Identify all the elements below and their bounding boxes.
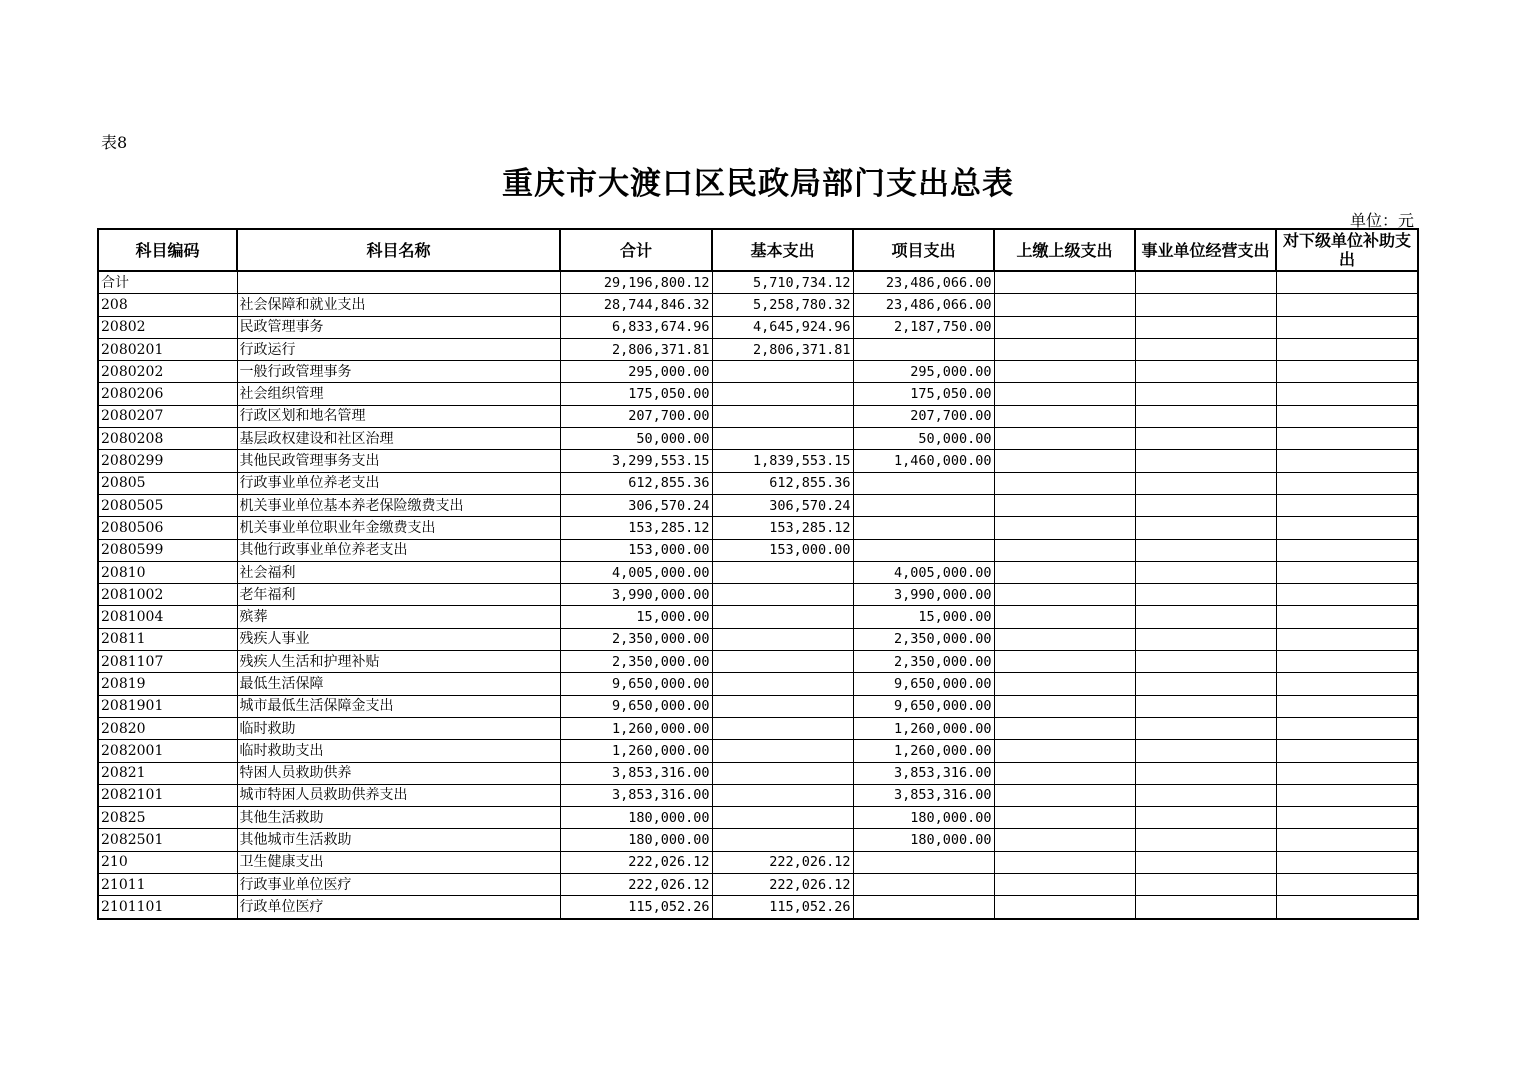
row-project: 3,990,000.00	[853, 584, 994, 606]
row-basic	[712, 383, 853, 405]
row-subsidy	[1276, 584, 1418, 606]
row-project	[853, 472, 994, 494]
row-total: 3,853,316.00	[560, 762, 712, 784]
row-project: 1,260,000.00	[853, 740, 994, 762]
table-row	[98, 294, 1418, 316]
row-name: 城市最低生活保障金支出	[237, 695, 560, 717]
row-total: 295,000.00	[560, 361, 712, 383]
row-project: 2,187,750.00	[853, 316, 994, 338]
row-subsidy	[1276, 539, 1418, 561]
row-basic: 115,052.26	[712, 896, 853, 919]
row-basic	[712, 561, 853, 583]
row-operation	[1135, 874, 1276, 896]
row-code: 20805	[98, 472, 237, 494]
row-code: 20820	[98, 717, 237, 739]
row-total: 50,000.00	[560, 428, 712, 450]
row-subsidy	[1276, 695, 1418, 717]
row-project: 3,853,316.00	[853, 784, 994, 806]
row-subsidy	[1276, 628, 1418, 650]
row-name: 社会组织管理	[237, 383, 560, 405]
row-code: 20811	[98, 628, 237, 650]
row-name	[237, 271, 560, 294]
row-subsidy	[1276, 651, 1418, 673]
row-code: 2081002	[98, 584, 237, 606]
row-name: 其他城市生活救助	[237, 829, 560, 851]
row-code: 2080208	[98, 428, 237, 450]
row-total: 3,299,553.15	[560, 450, 712, 472]
row-total: 2,350,000.00	[560, 628, 712, 650]
row-total: 222,026.12	[560, 851, 712, 873]
row-subsidy	[1276, 517, 1418, 539]
row-project: 15,000.00	[853, 606, 994, 628]
table-row	[98, 829, 1418, 851]
row-name: 其他行政事业单位养老支出	[237, 539, 560, 561]
row-code: 20810	[98, 561, 237, 583]
row-code: 20825	[98, 807, 237, 829]
row-total: 9,650,000.00	[560, 673, 712, 695]
row-code: 208	[98, 294, 237, 316]
row-basic: 153,000.00	[712, 539, 853, 561]
table-body	[98, 271, 1418, 919]
row-code: 2082501	[98, 829, 237, 851]
row-upper	[994, 316, 1135, 338]
row-operation	[1135, 784, 1276, 806]
row-basic	[712, 584, 853, 606]
table-row	[98, 784, 1418, 806]
row-name: 其他民政管理事务支出	[237, 450, 560, 472]
row-project: 180,000.00	[853, 829, 994, 851]
row-subsidy	[1276, 472, 1418, 494]
row-code: 2080506	[98, 517, 237, 539]
row-name: 其他生活救助	[237, 807, 560, 829]
row-subsidy	[1276, 673, 1418, 695]
row-operation	[1135, 762, 1276, 784]
row-total: 1,260,000.00	[560, 717, 712, 739]
row-project: 1,260,000.00	[853, 717, 994, 739]
row-basic	[712, 628, 853, 650]
row-name: 机关事业单位基本养老保险缴费支出	[237, 494, 560, 516]
row-basic	[712, 784, 853, 806]
row-upper	[994, 294, 1135, 316]
row-total: 29,196,800.12	[560, 271, 712, 294]
row-upper	[994, 517, 1135, 539]
table-row	[98, 762, 1418, 784]
row-total: 612,855.36	[560, 472, 712, 494]
row-basic	[712, 361, 853, 383]
row-subsidy	[1276, 561, 1418, 583]
column-header-basic: 基本支出	[712, 229, 853, 271]
row-operation	[1135, 740, 1276, 762]
row-subsidy	[1276, 383, 1418, 405]
row-operation	[1135, 695, 1276, 717]
column-header-subsidy: 对下级单位补助支出	[1276, 229, 1418, 271]
row-project: 23,486,066.00	[853, 271, 994, 294]
table-row	[98, 874, 1418, 896]
row-total: 153,000.00	[560, 539, 712, 561]
row-code: 合计	[98, 271, 237, 294]
table-header-row	[98, 229, 1418, 271]
row-name: 临时救助	[237, 717, 560, 739]
row-name: 行政区划和地名管理	[237, 405, 560, 427]
table-row	[98, 405, 1418, 427]
table-row	[98, 316, 1418, 338]
row-subsidy	[1276, 874, 1418, 896]
row-project: 4,005,000.00	[853, 561, 994, 583]
row-operation	[1135, 316, 1276, 338]
row-upper	[994, 651, 1135, 673]
row-project: 9,650,000.00	[853, 673, 994, 695]
row-total: 306,570.24	[560, 494, 712, 516]
row-operation	[1135, 494, 1276, 516]
row-upper	[994, 896, 1135, 919]
row-subsidy	[1276, 606, 1418, 628]
row-project	[853, 896, 994, 919]
row-basic: 2,806,371.81	[712, 338, 853, 360]
row-name: 城市特困人员救助供养支出	[237, 784, 560, 806]
row-project	[853, 338, 994, 360]
row-code: 2082001	[98, 740, 237, 762]
row-upper	[994, 472, 1135, 494]
row-project: 175,050.00	[853, 383, 994, 405]
row-basic: 4,645,924.96	[712, 316, 853, 338]
row-subsidy	[1276, 851, 1418, 873]
row-project	[853, 517, 994, 539]
table-row	[98, 584, 1418, 606]
row-upper	[994, 584, 1135, 606]
row-upper	[994, 383, 1135, 405]
row-upper	[994, 829, 1135, 851]
row-operation	[1135, 851, 1276, 873]
row-total: 28,744,846.32	[560, 294, 712, 316]
row-basic: 222,026.12	[712, 874, 853, 896]
row-project: 295,000.00	[853, 361, 994, 383]
row-code: 2081107	[98, 651, 237, 673]
row-code: 20802	[98, 316, 237, 338]
column-header-name: 科目名称	[237, 229, 560, 271]
column-header-upper: 上缴上级支出	[994, 229, 1135, 271]
row-upper	[994, 606, 1135, 628]
row-total: 180,000.00	[560, 807, 712, 829]
row-operation	[1135, 472, 1276, 494]
unit-label: 单位：元	[1349, 211, 1414, 230]
row-name: 社会保障和就业支出	[237, 294, 560, 316]
row-operation	[1135, 584, 1276, 606]
row-name: 临时救助支出	[237, 740, 560, 762]
row-name: 行政运行	[237, 338, 560, 360]
row-project	[853, 539, 994, 561]
row-upper	[994, 338, 1135, 360]
row-subsidy	[1276, 717, 1418, 739]
row-basic	[712, 740, 853, 762]
row-upper	[994, 361, 1135, 383]
row-name: 最低生活保障	[237, 673, 560, 695]
row-project: 2,350,000.00	[853, 628, 994, 650]
table-row	[98, 271, 1418, 294]
row-upper	[994, 428, 1135, 450]
row-code: 2080206	[98, 383, 237, 405]
row-total: 222,026.12	[560, 874, 712, 896]
row-upper	[994, 784, 1135, 806]
row-operation	[1135, 717, 1276, 739]
row-total: 9,650,000.00	[560, 695, 712, 717]
row-name: 殡葬	[237, 606, 560, 628]
row-project: 207,700.00	[853, 405, 994, 427]
row-code: 20821	[98, 762, 237, 784]
row-name: 民政管理事务	[237, 316, 560, 338]
row-operation	[1135, 673, 1276, 695]
row-operation	[1135, 271, 1276, 294]
row-upper	[994, 271, 1135, 294]
column-header-code: 科目编码	[98, 229, 237, 271]
row-basic	[712, 673, 853, 695]
row-upper	[994, 405, 1135, 427]
row-project: 23,486,066.00	[853, 294, 994, 316]
table-row	[98, 428, 1418, 450]
table-row	[98, 651, 1418, 673]
row-upper	[994, 717, 1135, 739]
row-basic	[712, 762, 853, 784]
row-subsidy	[1276, 405, 1418, 427]
row-total: 153,285.12	[560, 517, 712, 539]
row-upper	[994, 851, 1135, 873]
row-operation	[1135, 628, 1276, 650]
row-basic	[712, 428, 853, 450]
row-name: 行政事业单位医疗	[237, 874, 560, 896]
row-code: 21011	[98, 874, 237, 896]
row-operation	[1135, 606, 1276, 628]
table-row	[98, 807, 1418, 829]
row-name: 行政事业单位养老支出	[237, 472, 560, 494]
table-row	[98, 539, 1418, 561]
row-operation	[1135, 539, 1276, 561]
row-basic	[712, 606, 853, 628]
table-row	[98, 338, 1418, 360]
row-operation	[1135, 361, 1276, 383]
row-operation	[1135, 294, 1276, 316]
column-header-operation: 事业单位经营支出	[1135, 229, 1276, 271]
row-basic	[712, 807, 853, 829]
row-basic: 222,026.12	[712, 851, 853, 873]
row-operation	[1135, 383, 1276, 405]
row-subsidy	[1276, 784, 1418, 806]
table-row	[98, 896, 1418, 919]
row-basic	[712, 651, 853, 673]
table-row	[98, 673, 1418, 695]
row-operation	[1135, 896, 1276, 919]
row-total: 207,700.00	[560, 405, 712, 427]
row-code: 2080202	[98, 361, 237, 383]
row-subsidy	[1276, 338, 1418, 360]
row-project: 9,650,000.00	[853, 695, 994, 717]
row-operation	[1135, 561, 1276, 583]
row-operation	[1135, 450, 1276, 472]
table-row	[98, 450, 1418, 472]
row-project: 180,000.00	[853, 807, 994, 829]
row-basic: 5,258,780.32	[712, 294, 853, 316]
row-operation	[1135, 338, 1276, 360]
row-code: 2081004	[98, 606, 237, 628]
table-row	[98, 517, 1418, 539]
row-project: 1,460,000.00	[853, 450, 994, 472]
table-id: 表8	[101, 133, 128, 152]
row-basic: 153,285.12	[712, 517, 853, 539]
row-name: 残疾人生活和护理补贴	[237, 651, 560, 673]
row-subsidy	[1276, 740, 1418, 762]
row-name: 一般行政管理事务	[237, 361, 560, 383]
row-subsidy	[1276, 450, 1418, 472]
table-row	[98, 695, 1418, 717]
row-code: 2081901	[98, 695, 237, 717]
row-basic	[712, 829, 853, 851]
row-subsidy	[1276, 428, 1418, 450]
row-name: 残疾人事业	[237, 628, 560, 650]
row-operation	[1135, 807, 1276, 829]
expenditure-table	[97, 228, 1419, 920]
table-row	[98, 851, 1418, 873]
row-subsidy	[1276, 271, 1418, 294]
row-code: 2082101	[98, 784, 237, 806]
row-project: 2,350,000.00	[853, 651, 994, 673]
table-row	[98, 361, 1418, 383]
row-total: 115,052.26	[560, 896, 712, 919]
row-subsidy	[1276, 762, 1418, 784]
row-total: 2,350,000.00	[560, 651, 712, 673]
row-subsidy	[1276, 829, 1418, 851]
row-upper	[994, 494, 1135, 516]
row-name: 特困人员救助供养	[237, 762, 560, 784]
row-total: 3,853,316.00	[560, 784, 712, 806]
row-project	[853, 851, 994, 873]
row-upper	[994, 807, 1135, 829]
row-operation	[1135, 651, 1276, 673]
page-title: 重庆市大渡口区民政局部门支出总表	[502, 166, 1014, 202]
row-total: 2,806,371.81	[560, 338, 712, 360]
table-row	[98, 383, 1418, 405]
row-name: 基层政权建设和社区治理	[237, 428, 560, 450]
row-name: 行政单位医疗	[237, 896, 560, 919]
row-upper	[994, 628, 1135, 650]
column-header-total: 合计	[560, 229, 712, 271]
row-total: 175,050.00	[560, 383, 712, 405]
row-basic: 5,710,734.12	[712, 271, 853, 294]
row-upper	[994, 762, 1135, 784]
row-upper	[994, 450, 1135, 472]
row-code: 2080299	[98, 450, 237, 472]
row-subsidy	[1276, 807, 1418, 829]
row-code: 210	[98, 851, 237, 873]
row-project: 3,853,316.00	[853, 762, 994, 784]
row-operation	[1135, 829, 1276, 851]
row-basic: 612,855.36	[712, 472, 853, 494]
row-project	[853, 494, 994, 516]
table-row	[98, 561, 1418, 583]
row-upper	[994, 673, 1135, 695]
table-row	[98, 472, 1418, 494]
row-code: 2080599	[98, 539, 237, 561]
row-name: 机关事业单位职业年金缴费支出	[237, 517, 560, 539]
row-basic	[712, 405, 853, 427]
table-row	[98, 717, 1418, 739]
row-total: 15,000.00	[560, 606, 712, 628]
row-upper	[994, 874, 1135, 896]
row-upper	[994, 740, 1135, 762]
row-total: 1,260,000.00	[560, 740, 712, 762]
column-header-project: 项目支出	[853, 229, 994, 271]
row-upper	[994, 539, 1135, 561]
row-total: 4,005,000.00	[560, 561, 712, 583]
row-total: 180,000.00	[560, 829, 712, 851]
table-row	[98, 740, 1418, 762]
row-subsidy	[1276, 896, 1418, 919]
row-upper	[994, 695, 1135, 717]
row-basic: 306,570.24	[712, 494, 853, 516]
row-basic	[712, 717, 853, 739]
row-total: 3,990,000.00	[560, 584, 712, 606]
row-subsidy	[1276, 361, 1418, 383]
row-code: 2101101	[98, 896, 237, 919]
row-subsidy	[1276, 316, 1418, 338]
row-code: 2080201	[98, 338, 237, 360]
row-total: 6,833,674.96	[560, 316, 712, 338]
row-code: 20819	[98, 673, 237, 695]
row-subsidy	[1276, 494, 1418, 516]
row-basic	[712, 695, 853, 717]
row-name: 老年福利	[237, 584, 560, 606]
row-upper	[994, 561, 1135, 583]
row-operation	[1135, 405, 1276, 427]
row-basic: 1,839,553.15	[712, 450, 853, 472]
row-name: 卫生健康支出	[237, 851, 560, 873]
row-name: 社会福利	[237, 561, 560, 583]
row-subsidy	[1276, 294, 1418, 316]
table-row	[98, 606, 1418, 628]
row-operation	[1135, 517, 1276, 539]
row-code: 2080505	[98, 494, 237, 516]
row-project: 50,000.00	[853, 428, 994, 450]
table-row	[98, 494, 1418, 516]
row-code: 2080207	[98, 405, 237, 427]
table-row	[98, 628, 1418, 650]
row-project	[853, 874, 994, 896]
row-operation	[1135, 428, 1276, 450]
